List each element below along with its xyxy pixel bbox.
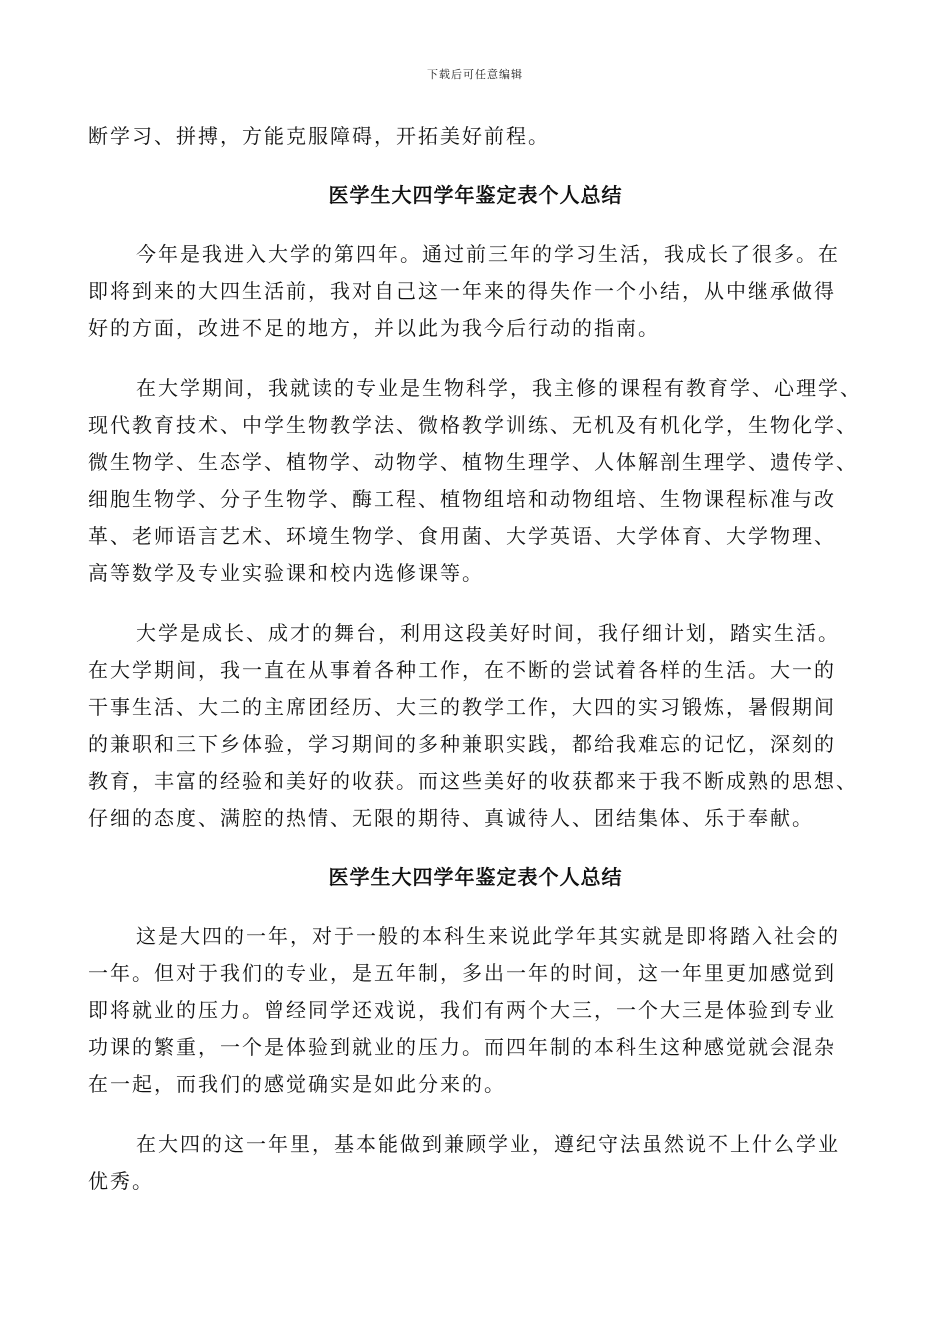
text-line: 干事生活、大二的主席团经历、大三的教学工作，大四的实习锻炼，暑假期间 <box>88 695 836 719</box>
section-heading: 医学生大四学年鉴定表个人总结 <box>328 183 623 207</box>
text-line: 在大四的这一年里，基本能做到兼顾学业，遵纪守法虽然说不上什么学业 <box>136 1132 840 1156</box>
text-line: 的兼职和三下乡体验，学习期间的多种兼职实践，都给我难忘的记忆，深刻的 <box>88 732 836 756</box>
text-line: 优秀。 <box>88 1169 154 1193</box>
text-line: 断学习、拼搏，方能克服障碍，开拓美好前程。 <box>88 124 550 148</box>
paragraph-fifth-year <box>88 918 863 1103</box>
text-line: 在大学期间，我就读的专业是生物科学，我主修的课程有教育学、心理学、 <box>136 376 862 400</box>
paragraph-intro <box>88 236 863 347</box>
text-line: 教育，丰富的经验和美好的收获。而这些美好的收获都来于我不断成熟的思想、 <box>88 769 858 793</box>
paragraph-courses <box>88 370 863 592</box>
section-heading: 医学生大四学年鉴定表个人总结 <box>328 865 623 889</box>
paragraph-final <box>88 1126 863 1200</box>
text-line: 仔细的态度、满腔的热情、无限的期待、真诚待人、团结集体、乐于奉献。 <box>88 806 814 830</box>
paragraph-experience <box>88 615 863 837</box>
header-note: 下载后可任意编辑 <box>427 68 523 81</box>
text-line: 微生物学、生态学、植物学、动物学、植物生理学、人体解剖生理学、遗传学、 <box>88 450 858 474</box>
text-line: 功课的繁重，一个是体验到就业的压力。而四年制的本科生这种感觉就会混杂 <box>88 1035 836 1059</box>
text-line: 即将就业的压力。曾经同学还戏说，我们有两个大三，一个大三是体验到专业 <box>88 998 836 1022</box>
text-line: 现代教育技术、中学生物教学法、微格教学训练、无机及有机化学，生物化学、 <box>88 413 858 437</box>
text-line: 高等数学及专业实验课和校内选修课等。 <box>88 561 484 585</box>
text-line: 在一起，而我们的感觉确实是如此分来的。 <box>88 1072 506 1096</box>
text-line: 即将到来的大四生活前，我对自己这一年来的得失作一个小结，从中继承做得 <box>88 279 836 303</box>
document-body <box>88 118 863 1200</box>
text-line: 好的方面，改进不足的地方，并以此为我今后行动的指南。 <box>88 316 660 340</box>
text-line: 今年是我进入大学的第四年。通过前三年的学习生活，我成长了很多。在 <box>136 242 840 266</box>
text-line: 在大学期间，我一直在从事着各种工作，在不断的尝试着各样的生活。大一的 <box>88 658 836 682</box>
text-line: 革、老师语言艺术、环境生物学、食用菌、大学英语、大学体育、大学物理、 <box>88 524 836 548</box>
text-line: 大学是成长、成才的舞台，利用这段美好时间，我仔细计划，踏实生活。 <box>136 621 840 645</box>
text-line: 这是大四的一年，对于一般的本科生来说此学年其实就是即将踏入社会的 <box>136 924 840 948</box>
text-line: 一年。但对于我们的专业，是五年制，多出一年的时间，这一年里更加感觉到 <box>88 961 836 985</box>
text-line: 细胞生物学、分子生物学、酶工程、植物组培和动物组培、生物课程标准与改 <box>88 487 836 511</box>
